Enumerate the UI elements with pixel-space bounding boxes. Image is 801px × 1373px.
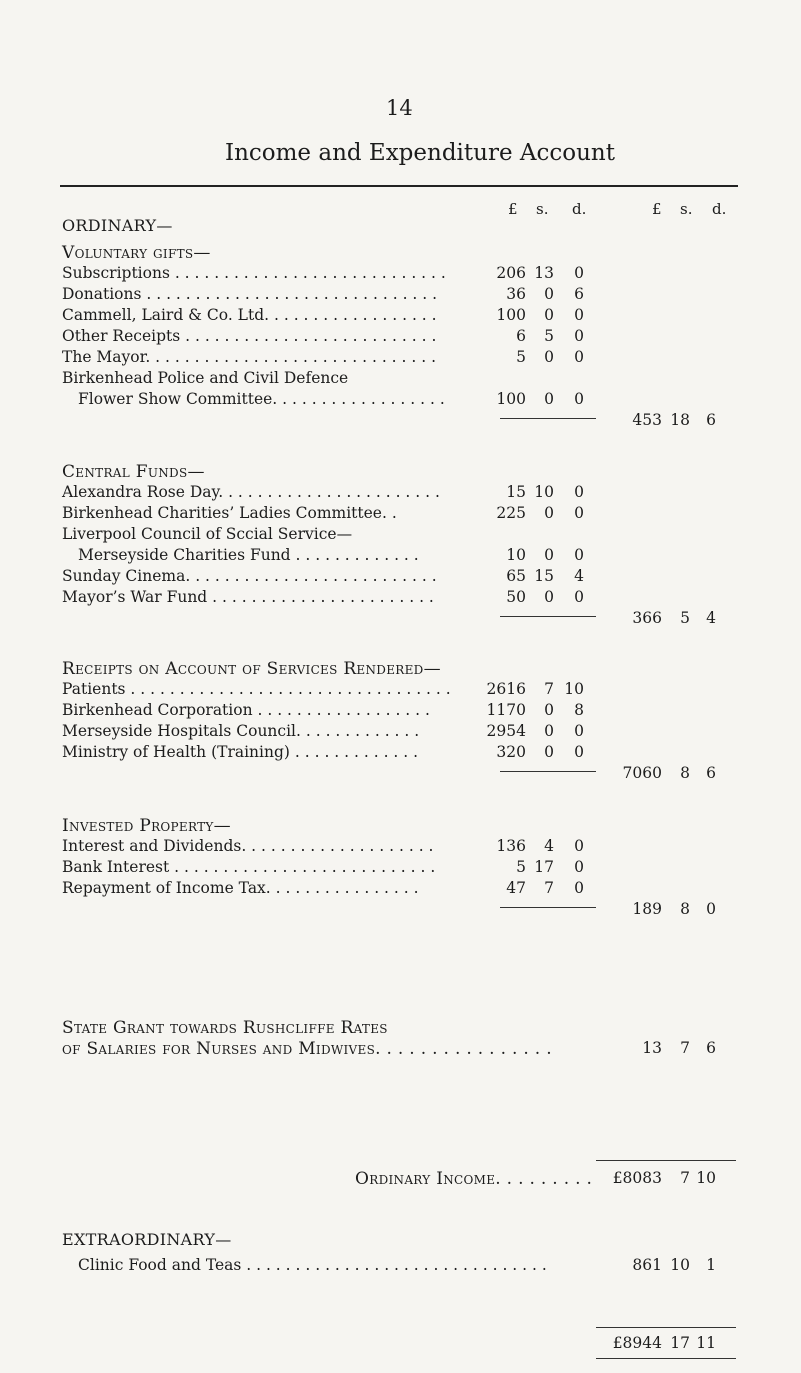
row-label: Cammell, Laird & Co. Ltd. . . . . . . . . . . . . . . . . .	[62, 306, 437, 324]
grand-total-bottom-rule	[596, 1358, 736, 1359]
row-shillings: 13	[534, 264, 554, 282]
row-shillings: 15	[534, 567, 554, 585]
row-pounds: 5	[516, 858, 526, 876]
subtotal-rule	[500, 616, 596, 617]
row-shillings: 5	[544, 327, 554, 345]
row-pounds: 10	[506, 546, 526, 564]
row-shillings: 10	[534, 483, 554, 501]
row-pence: 8	[574, 701, 584, 719]
subtotal-rule	[500, 771, 596, 772]
state-grant-line1: State Grant towards Rushcliffe Rates	[62, 1018, 388, 1038]
row-label: Birkenhead Charities’ Ladies Committee. .	[62, 504, 397, 522]
row-label: Patients . . . . . . . . . . . . . . . . . . . . . . . . . . . . . . . . .	[62, 680, 451, 698]
section-total-shillings: 5	[680, 609, 690, 627]
subtotal-rule	[500, 907, 596, 908]
row-shillings: 0	[544, 743, 554, 761]
row-pounds: 100	[496, 306, 526, 324]
section-total-pence: 4	[706, 609, 716, 627]
row-pence: 0	[574, 306, 584, 324]
row-label: Interest and Dividends. . . . . . . . . . . . . . . . . . . .	[62, 837, 434, 855]
section-total-shillings: 8	[680, 900, 690, 918]
section-total-pence: 6	[706, 764, 716, 782]
row-label: Sunday Cinema. . . . . . . . . . . . . . . . . . . . . . . . . .	[62, 567, 437, 585]
row-shillings: 7	[544, 879, 554, 897]
section-heading: Invested Property—	[62, 816, 231, 836]
row-shillings: 7	[544, 680, 554, 698]
row-label: Donations . . . . . . . . . . . . . . . . . . . . . . . . . . . . . .	[62, 285, 438, 303]
ordinary-income-label: Ordinary Income. . . . . . . . .	[355, 1169, 593, 1189]
section-total-pounds: 189	[632, 900, 662, 918]
row-shillings: 0	[544, 390, 554, 408]
grand-total-pence: 11	[696, 1334, 716, 1352]
state-grant-pounds: 13	[642, 1039, 662, 1057]
section-total-pounds: 7060	[622, 764, 662, 782]
row-pence: 0	[574, 264, 584, 282]
row-label: The Mayor. . . . . . . . . . . . . . . . . . . . . . . . . . . . . .	[62, 348, 437, 366]
row-shillings: 0	[544, 546, 554, 564]
row-pounds: 15	[506, 483, 526, 501]
top-rule	[60, 185, 738, 187]
extraordinary-heading: EXTRAORDINARY—	[62, 1230, 232, 1249]
grand-total-pounds: £8944	[612, 1334, 662, 1352]
row-pence: 4	[574, 567, 584, 585]
row-pounds: 225	[496, 504, 526, 522]
state-grant-pence: 6	[706, 1039, 716, 1057]
row-shillings: 0	[544, 722, 554, 740]
clinic-shillings: 10	[670, 1256, 690, 1274]
ordinary-income-shillings: 7	[680, 1169, 690, 1187]
page-title: Income and Expenditure Account	[225, 140, 615, 166]
row-pence: 0	[574, 327, 584, 345]
row-label: Merseyside Charities Fund . . . . . . . . . . . . .	[78, 546, 419, 564]
section-total-shillings: 8	[680, 764, 690, 782]
section-heading: Voluntary gifts—	[62, 243, 211, 263]
grand-total-shillings: 17	[670, 1334, 690, 1352]
clinic-label: Clinic Food and Teas . . . . . . . . . . . . . . . . . . . . . . . . . . . . . . .	[78, 1256, 547, 1274]
row-label: Mayor’s War Fund . . . . . . . . . . . . . . . . . . . . . . .	[62, 588, 434, 606]
section-total-shillings: 18	[670, 411, 690, 429]
row-pence: 0	[574, 483, 584, 501]
clinic-pence: 1	[706, 1256, 716, 1274]
row-pence: 0	[574, 348, 584, 366]
row-label: Other Receipts . . . . . . . . . . . . . . . . . . . . . . . . . .	[62, 327, 437, 345]
row-shillings: 0	[544, 504, 554, 522]
row-pence: 0	[574, 546, 584, 564]
state-grant-line2: of Salaries for Nurses and Midwives. . . . . . . . . . . . . . . .	[62, 1039, 552, 1059]
section-heading: Receipts on Account of Services Rendered—	[62, 659, 441, 679]
subtotal-rule	[500, 418, 596, 419]
row-shillings: 0	[544, 348, 554, 366]
row-pence: 0	[574, 722, 584, 740]
row-label: Alexandra Rose Day. . . . . . . . . . . . . . . . . . . . . . .	[62, 483, 440, 501]
row-pounds: 136	[496, 837, 526, 855]
col1-shillings-header: s.	[536, 200, 549, 218]
row-pounds: 1170	[486, 701, 526, 719]
state-grant-shillings: 7	[680, 1039, 690, 1057]
section-heading: Central Funds—	[62, 462, 205, 482]
row-pounds: 36	[506, 285, 526, 303]
row-label: Liverpool Council of Sccial Service—	[62, 525, 353, 543]
grand-total-top-rule	[596, 1327, 736, 1328]
row-pounds: 65	[506, 567, 526, 585]
row-shillings: 0	[544, 701, 554, 719]
row-pounds: 206	[496, 264, 526, 282]
col2-pence-header: d.	[712, 200, 727, 218]
row-pence: 10	[564, 680, 584, 698]
ordinary-heading: ORDINARY—	[62, 216, 173, 235]
section-total-pence: 6	[706, 411, 716, 429]
row-pounds: 47	[506, 879, 526, 897]
section-total-pounds: 366	[632, 609, 662, 627]
row-label: Ministry of Health (Training) . . . . . . . . . . . . .	[62, 743, 419, 761]
row-pence: 0	[574, 588, 584, 606]
row-pence: 0	[574, 390, 584, 408]
row-shillings: 17	[534, 858, 554, 876]
page-number: 14	[386, 96, 413, 120]
row-label: Repayment of Income Tax. . . . . . . . . . . . . . . .	[62, 879, 419, 897]
row-shillings: 4	[544, 837, 554, 855]
row-pence: 6	[574, 285, 584, 303]
row-pence: 0	[574, 879, 584, 897]
clinic-pounds: 861	[632, 1256, 662, 1274]
section-total-pounds: 453	[632, 411, 662, 429]
ordinary-income-rule	[596, 1160, 736, 1161]
row-shillings: 0	[544, 588, 554, 606]
row-pence: 0	[574, 743, 584, 761]
row-shillings: 0	[544, 285, 554, 303]
row-label: Bank Interest . . . . . . . . . . . . . . . . . . . . . . . . . . .	[62, 858, 436, 876]
row-pounds: 6	[516, 327, 526, 345]
row-pounds: 50	[506, 588, 526, 606]
col1-pound-header: £	[508, 200, 518, 218]
row-pounds: 5	[516, 348, 526, 366]
row-pence: 0	[574, 504, 584, 522]
col2-shillings-header: s.	[680, 200, 693, 218]
row-shillings: 0	[544, 306, 554, 324]
ordinary-income-pence: 10	[696, 1169, 716, 1187]
row-label: Flower Show Committee. . . . . . . . . . . . . . . . . .	[78, 390, 445, 408]
col1-pence-header: d.	[572, 200, 587, 218]
row-pounds: 320	[496, 743, 526, 761]
col2-pound-header: £	[652, 200, 662, 218]
section-total-pence: 0	[706, 900, 716, 918]
row-pounds: 2616	[486, 680, 526, 698]
row-label: Birkenhead Police and Civil Defence	[62, 369, 349, 387]
row-label: Merseyside Hospitals Council. . . . . . . . . . . . .	[62, 722, 420, 740]
row-pounds: 2954	[486, 722, 526, 740]
row-pence: 0	[574, 858, 584, 876]
row-label: Birkenhead Corporation . . . . . . . . . . . . . . . . . .	[62, 701, 430, 719]
row-label: Subscriptions . . . . . . . . . . . . . . . . . . . . . . . . . . . .	[62, 264, 446, 282]
ordinary-income-pounds: £8083	[612, 1169, 662, 1187]
row-pounds: 100	[496, 390, 526, 408]
row-pence: 0	[574, 837, 584, 855]
